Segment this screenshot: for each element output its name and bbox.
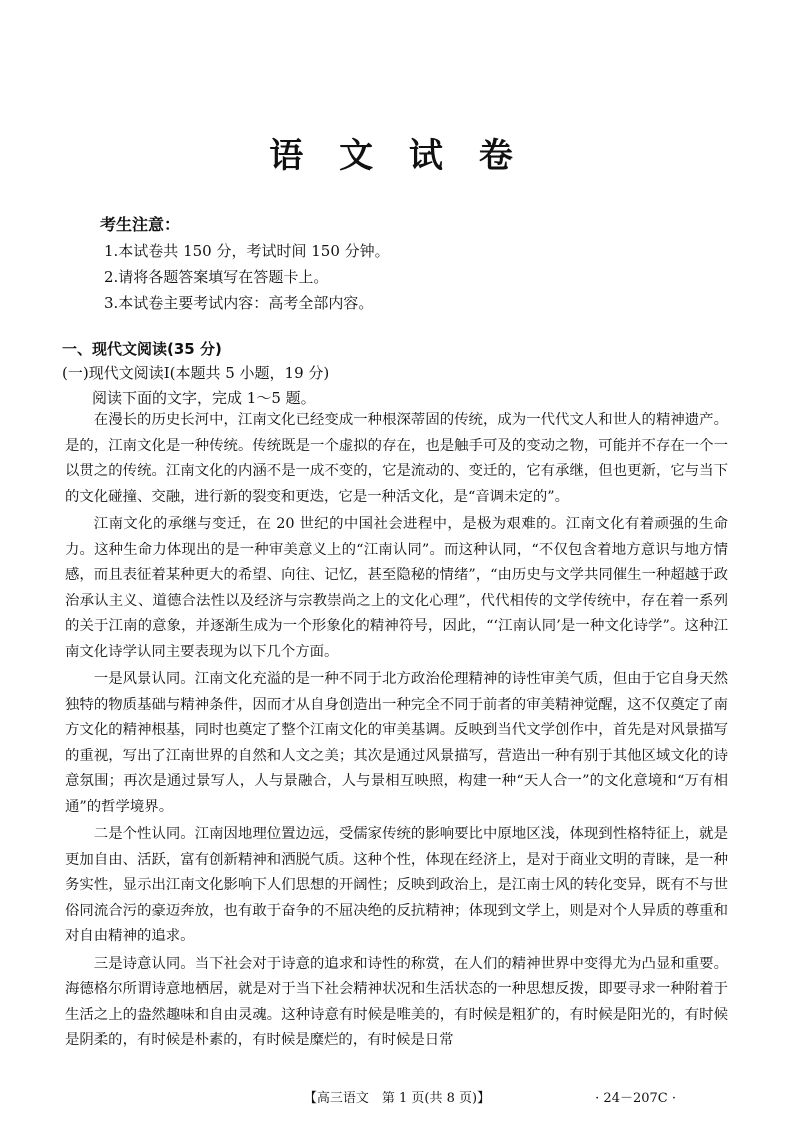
subsection-heading: (一)现代文阅读Ⅰ(本题共 5 小题，19 分) (62, 364, 330, 382)
page-number-label: 【高三语文 第 1 页(共 8 页)】 (303, 1091, 491, 1106)
passage-paragraph-4: 二是个性认同。江南因地理位置边远，受儒家传统的影响要比中原地区浅，体现到性格特征上，就是更加自由、活跃，富有创新精神和洒脱气质。这种个性，体现在经济上，是对于商业文明的青睐，是一种务实性，显示出江南文化影响下人们思想的开阔性；反映到政治上，是江南士风的转化变异，既有不与世俗同流合污的豪迈奔放，也有敢于奋争的不屈决绝的反抗精神；体现到文学上，则是对个人异质的尊重和对自由精神的追求。 (65, 826, 728, 944)
reading-passage (65, 408, 728, 1056)
notice-item-1: 1.本试卷共 150 分，考试时间 150 分钟。 (104, 242, 390, 260)
passage-paragraph-5: 三是诗意认同。当下社会对于诗意的追求和诗性的称赏，在人们的精神世界中变得尤为凸显和重要。海德格尔所谓诗意地栖居，就是对于当下社会精神状况和生活状态的一种思想反拨，即要寻求一种附着于生活之上的盎然趣味和自由灵魂。这种诗意有时候是唯美的，有时候是粗犷的，有时候是阳光的，有时候是阴柔的，有时候是朴素的，有时候是糜烂的，有时候是日常 (65, 955, 728, 1048)
candidate-notice (100, 212, 390, 313)
passage-paragraph-3: 一是风景认同。江南文化充溢的是一种不同于北方政治伦理精神的诗性审美气质，但由于它自身天然独特的物质基础与精神条件，因而才从自身创造出一种完全不同于前者的审美精神觉醒，这不仅奠定了南方文化的精神根基，同时也奠定了整个江南文化的审美基调。反映到当代文学创作中，首先是对风景描写的重视，写出了江南世界的自然和人文之美；其次是通过风景描写，营造出一种有别于其他区域文化的诗意氛围；再次是通过景写人，人与景融合，人与景相互映照，构建一种“天人合一”的文化意境和“万有相通”的哲学境界。 (65, 671, 728, 815)
notice-heading: 考生注意： (100, 215, 181, 234)
reading-instruction: 阅读下面的文字，完成 1～5 题。 (92, 389, 316, 407)
notice-item-2: 2.请将各题答案填写在答题卡上。 (104, 268, 329, 286)
exam-code: · 24－207C · (595, 1091, 676, 1106)
section-heading: 一、现代文阅读(35 分) (62, 340, 222, 358)
exam-title: 语 文 试 卷 (269, 136, 525, 176)
passage-paragraph-1: 在漫长的历史长河中，江南文化已经变成一种根深蒂固的传统，成为一代代文人和世人的精神遗产。是的，江南文化是一种传统。传统既是一个虚拟的存在，也是触手可及的变动之物，可能并不存在一个一以贯之的传统。江南文化的内涵不是一成不变的，它是流动的、变迁的，它有承继，但也更新，它与当下的文化碰撞、交融，进行新的裂变和更迭，它是一种活文化，是“音调未定的”。 (65, 412, 728, 505)
passage-paragraph-2: 江南文化的承继与变迁，在 20 世纪的中国社会进程中，是极为艰难的。江南文化有着顽强的生命力。这种生命力体现出的是一种审美意义上的“江南认同”。而这种认同，“不仅包含着地方意识与地方情感，而且表征着某种更大的希望、向往、记忆，甚至隐秘的情绪”，“由历史与文学共同催生一种超越于政治承认主义、道德合法性以及经济与宗教崇尚之上的文化心理”，代代相传的文学传统中，存在着一系列的关于江南的意象，并逐渐生成为一个形象化的精神符号，因此，“‘江南认同’是一种文化诗学”。这种江南文化诗学认同主要表现为以下几个方面。 (65, 516, 728, 660)
notice-item-3: 3.本试卷主要考试内容：高考全部内容。 (104, 294, 374, 312)
